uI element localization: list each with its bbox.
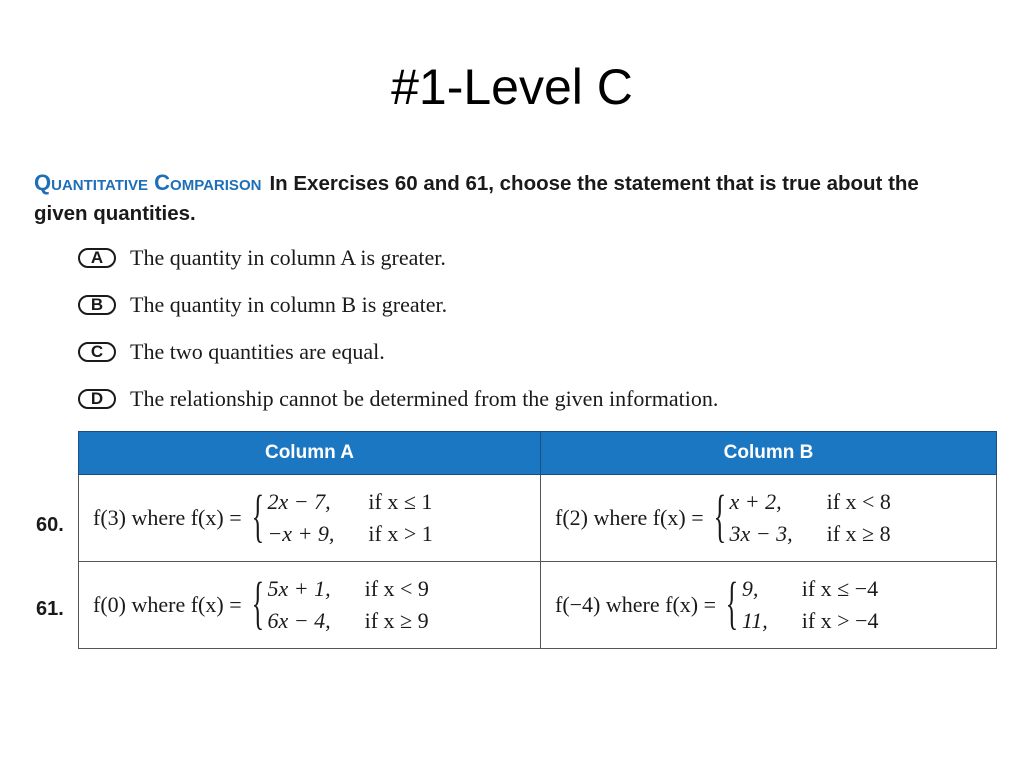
option-text: The quantity in column B is greater. [130,292,448,317]
case-expression: 9, [741,576,759,601]
option-letter-badge: D [78,389,116,409]
option-text: The relationship cannot be determined from the given information. [130,386,719,411]
case-condition: if x < 8 [826,489,891,514]
case-condition: if x ≥ 9 [364,608,429,633]
option-a [78,244,446,272]
comparison-table [78,431,997,649]
left-brace: { [713,483,726,548]
exercise-number-60: 60. [36,514,64,536]
option-d [78,385,718,413]
left-brace: { [251,570,264,635]
piecewise-cases [267,574,428,636]
cell-60-column-b [541,475,997,562]
column-b-header: Column B [541,432,997,475]
case-condition: if x < 9 [364,576,429,601]
option-text: The two quantities are equal. [130,339,385,364]
case-expression: 5x + 1, [267,576,331,601]
case-expression: 11, [741,608,768,633]
exercise-instructions [34,168,954,229]
case-expression: 6x − 4, [267,608,331,633]
case-condition: if x ≥ 8 [826,521,891,546]
function-statement: f(−4) where f(x) = [555,592,717,617]
piecewise-cases [729,487,890,549]
option-c [78,338,385,366]
case-condition: if x > −4 [801,608,879,633]
case-expression: 2x − 7, [267,489,331,514]
cell-61-column-b [541,562,997,649]
case-expression: −x + 9, [267,521,335,546]
instructions-text: In Exercises 60 and 61, choose the statement that is true about the given quantities. [34,172,919,225]
exercise-number-61: 61. [36,598,64,620]
piecewise-cases [742,574,879,636]
piecewise-cases [267,487,432,549]
slide-title: #1-Level C [391,59,633,115]
function-statement: f(2) where f(x) = [555,505,704,530]
case-condition: if x > 1 [368,521,433,546]
section-heading: Quantitative Comparison [34,170,262,195]
cell-60-column-a [79,475,541,562]
function-statement: f(0) where f(x) = [93,592,242,617]
option-letter-badge: A [78,248,116,268]
table-row [79,475,997,562]
cell-61-column-a [79,562,541,649]
function-statement: f(3) where f(x) = [93,505,242,530]
case-condition: if x ≤ 1 [368,489,433,514]
case-expression: 3x − 3, [729,521,793,546]
column-a-header: Column A [79,432,541,475]
option-letter-badge: B [78,295,116,315]
option-b [78,291,447,319]
option-letter-badge: C [78,342,116,362]
left-brace: { [251,483,264,548]
table-header-row [79,432,997,475]
case-condition: if x ≤ −4 [801,576,879,601]
table-row [79,562,997,649]
option-text: The quantity in column A is greater. [130,245,446,270]
left-brace: { [725,570,739,635]
case-expression: x + 2, [729,489,782,514]
